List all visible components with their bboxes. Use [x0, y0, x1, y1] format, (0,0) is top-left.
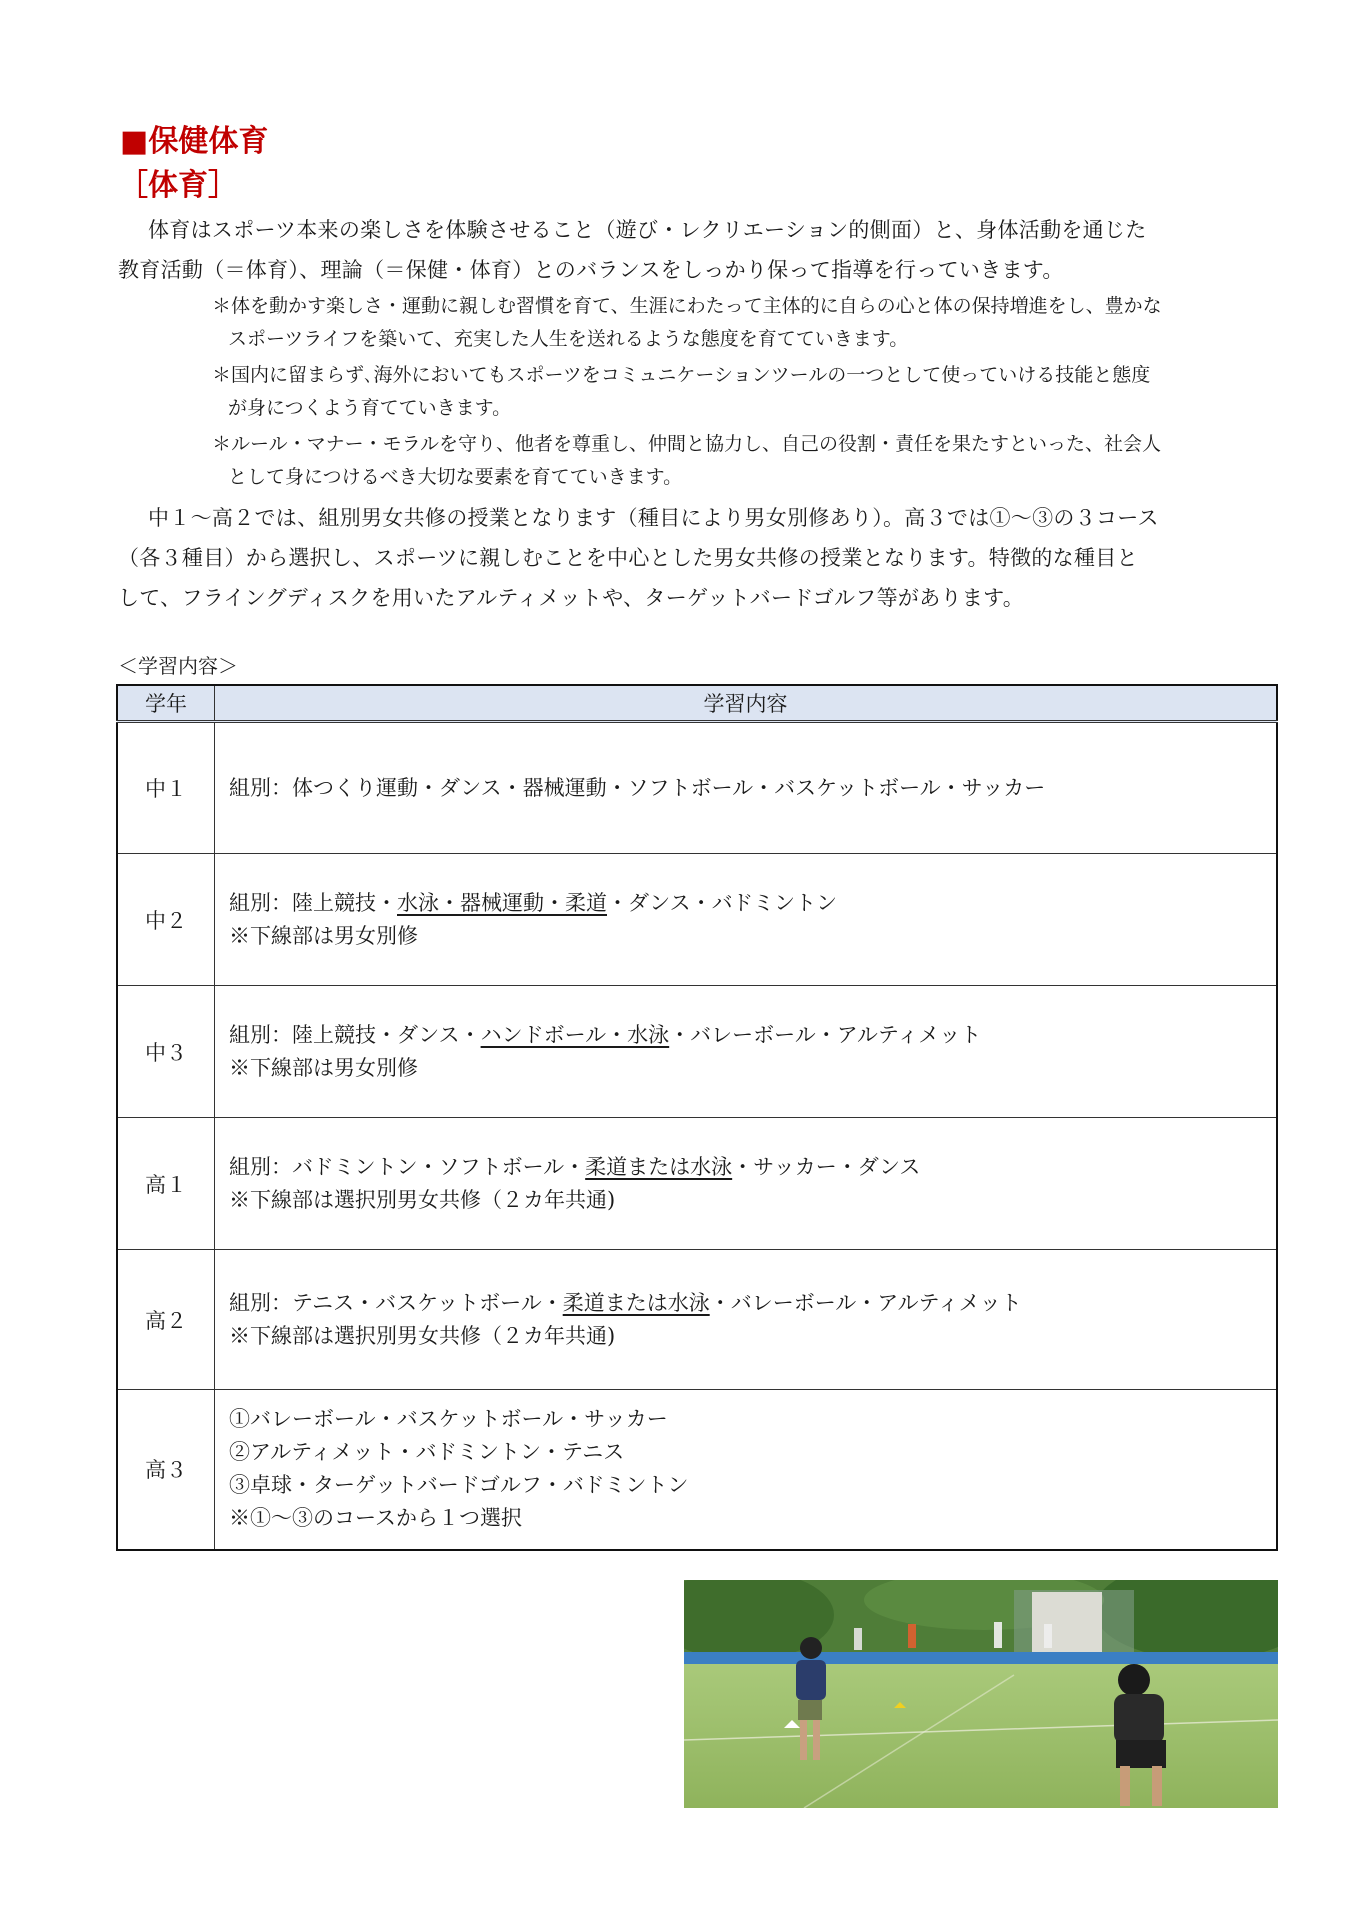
text-segment: ※下線部は選択別男女共修（２カ年共通): [229, 1187, 616, 1212]
grade-cell: 中３: [117, 986, 215, 1118]
content-cell: [215, 1390, 1278, 1550]
text-segment: 組別：体つくり運動・ダンス・器械運動・ソフトボール・バスケットボール・サッカー: [229, 775, 1046, 800]
text-segment: ・バレーボール・アルティメット: [669, 1022, 982, 1047]
bullet-1-line-2: スポーツライフを築いて、充実した人生を送れるような態度を育てていきます。: [228, 328, 909, 350]
content-line: [229, 1502, 1276, 1535]
content-line: [229, 1184, 1276, 1217]
content-line: [229, 1052, 1276, 1085]
content-line: [229, 1320, 1276, 1353]
grade-cell: 高３: [117, 1390, 215, 1550]
text-segment: ②アルティメット・バドミントン・テニス: [229, 1440, 625, 1465]
underlined-segment: 柔道または水泳: [585, 1154, 733, 1179]
table-row: [117, 1250, 1277, 1390]
summary-line-3: して、フライングディスクを用いたアルティメットや、ターゲットバードゴルフ等があります。: [118, 586, 1025, 610]
text-segment: 組別：陸上競技・ダンス・: [229, 1022, 481, 1047]
content-cell: [215, 854, 1278, 986]
content-line: [229, 920, 1276, 953]
content-line: [229, 1469, 1276, 1502]
text-segment: 組別：バドミントン・ソフトボール・: [229, 1154, 586, 1179]
table-row: [117, 1390, 1277, 1550]
underlined-segment: ハンドボール・水泳: [480, 1022, 670, 1047]
content-line: [229, 772, 1276, 805]
content-line: [229, 1403, 1276, 1436]
bullet-2-line-2: が身につくよう育てていきます。: [228, 397, 512, 419]
content-cell: [215, 722, 1278, 854]
text-segment: ※①〜③のコースから１つ選択: [229, 1506, 522, 1531]
content-line: [229, 1436, 1276, 1469]
table-body: [117, 722, 1277, 1550]
students-playing-softball-photo: [684, 1580, 1278, 1808]
intro-line-1: 体育はスポーツ本来の楽しさを体験させること（遊び・レクリエーション的側面）と、身体活動を通じた: [148, 218, 1147, 242]
photo-illustration: [684, 1580, 1278, 1808]
grade-cell: 中２: [117, 854, 215, 986]
intro-line-2: 教育活動（＝体育）、理論（＝保健・体育）とのバランスをしっかり保って指導を行っていきます。: [118, 258, 1064, 282]
subsection-heading: ［体育］: [118, 168, 238, 203]
text-segment: ①バレーボール・バスケットボール・サッカー: [229, 1407, 668, 1432]
summary-line-1: 中１〜高２では、組別男女共修の授業となります（種目により男女別修あり）。高３では①〜③の３コース: [148, 506, 1159, 530]
text-segment: ※下線部は選択別男女共修（２カ年共通): [229, 1323, 616, 1348]
summary-line-2: （各３種目）から選択し、スポーツに親しむことを中心とした男女共修の授業となります。特徴的な種目と: [118, 546, 1138, 570]
text-segment: ・サッカー・ダンス: [732, 1154, 921, 1179]
grade-cell: 中１: [117, 722, 215, 854]
underlined-segment: 水泳・器械運動・柔道: [397, 890, 607, 915]
grade-cell: 高２: [117, 1250, 215, 1390]
table-caption: ＜学習内容＞: [118, 654, 238, 678]
header-content: 学習内容: [215, 685, 1278, 722]
table-row: [117, 1118, 1277, 1250]
bullet-1-line-1: ＊体を動かす楽しさ・運動に親しむ習慣を育て、生涯にわたって主体的に自らの心と体の保持増進をし、豊かな: [212, 295, 1162, 317]
content-cell: [215, 1118, 1278, 1250]
text-segment: ・ダンス・バドミントン: [607, 890, 838, 915]
content-cell: [215, 986, 1278, 1118]
content-line: [229, 1151, 1276, 1184]
content-cell: [215, 1250, 1278, 1390]
bullet-3-line-1: ＊ルール・マナー・モラルを守り、他者を尊重し、仲間と協力し、自己の役割・責任を果たすといった、社会人: [212, 433, 1162, 455]
text-segment: 組別：陸上競技・: [229, 890, 397, 915]
header-grade: 学年: [117, 685, 215, 722]
text-segment: ※下線部は男女別修: [229, 1055, 418, 1080]
table-row: [117, 722, 1277, 854]
text-segment: 組別：テニス・バスケットボール・: [229, 1290, 563, 1315]
underlined-segment: 柔道または水泳: [562, 1290, 710, 1315]
text-segment: ・バレーボール・アルティメット: [709, 1290, 1022, 1315]
content-line: [229, 887, 1276, 920]
grade-cell: 高１: [117, 1118, 215, 1250]
table-row: [117, 854, 1277, 986]
table-header-row: [117, 685, 1277, 722]
text-segment: ※下線部は男女別修: [229, 923, 418, 948]
content-line: [229, 1019, 1276, 1052]
content-line: [229, 1287, 1276, 1320]
text-segment: ③卓球・ターゲットバードゴルフ・バドミントン: [229, 1473, 689, 1498]
table-row: [117, 986, 1277, 1118]
bullet-2-line-1: ＊国内に留まらず､海外においてもスポーツをコミュニケーションツールの一つとして使っていける技能と態度: [212, 364, 1151, 386]
curriculum-table: [116, 684, 1278, 1551]
section-heading: ■保健体育: [120, 124, 269, 159]
bullet-3-line-2: として身につけるべき大切な要素を育てていきます。: [228, 466, 683, 488]
